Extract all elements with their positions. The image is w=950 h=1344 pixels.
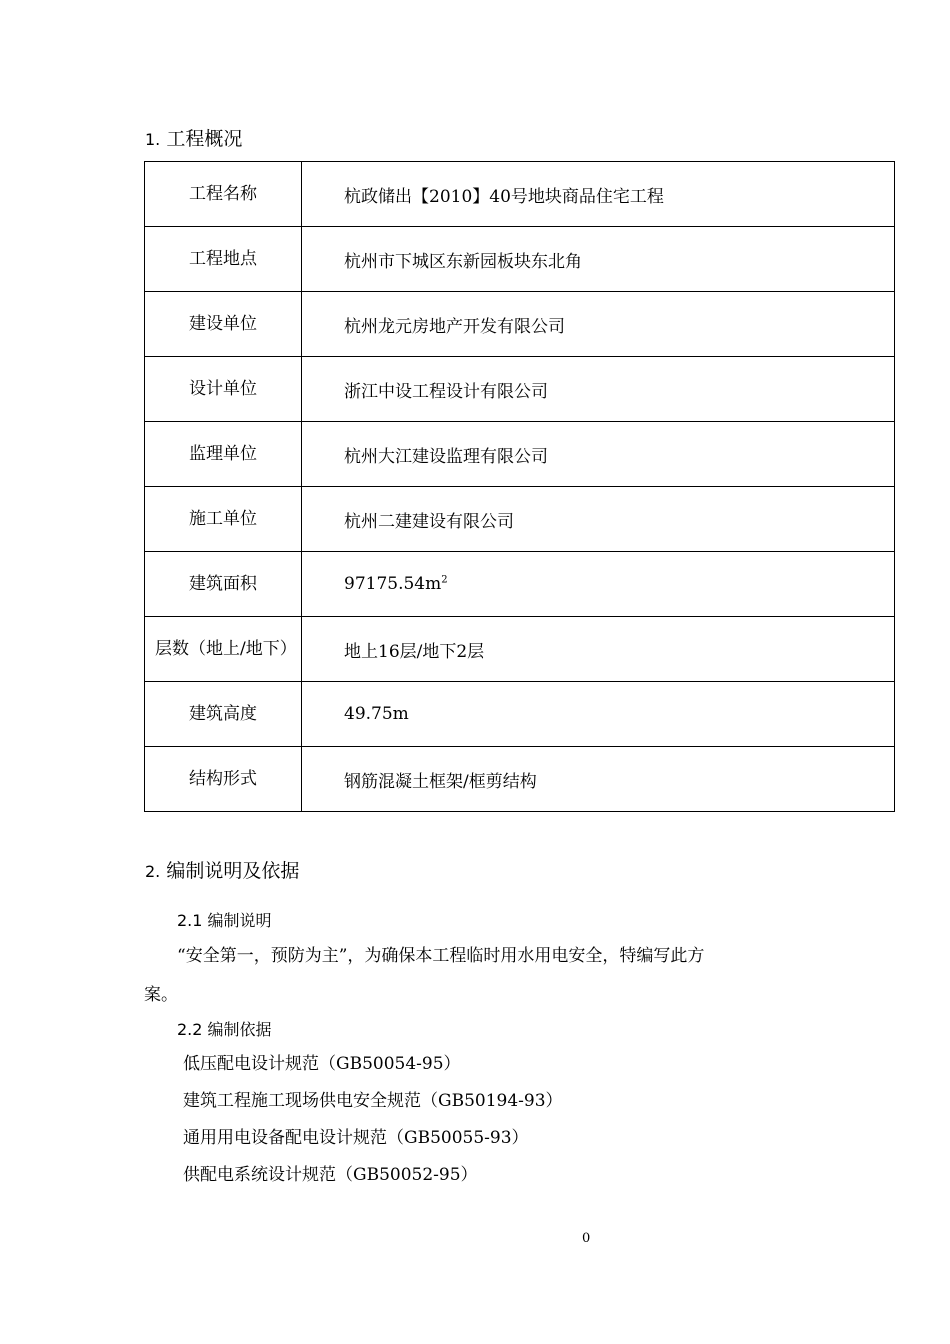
row-value: 杭政储出【2010】40号地块商品住宅工程 (302, 162, 895, 227)
row-label: 监理单位 (145, 422, 302, 487)
subsection-2-2-number: 2.2 (177, 1020, 203, 1039)
row-label: 层数（地上/地下） (145, 617, 302, 682)
basis-item: 低压配电设计规范（GB50054-95） (183, 1054, 461, 1074)
table-row (145, 487, 895, 552)
row-label: 施工单位 (145, 487, 302, 552)
row-value: 杭州二建建设有限公司 (302, 487, 895, 552)
section-1-title: 工程概况 (166, 128, 243, 150)
row-value (302, 552, 895, 617)
description-line-1: “安全第一，预防为主”，为确保本工程临时用水用电安全，特编写此方 (177, 946, 705, 966)
row-label: 建筑高度 (145, 682, 302, 747)
subsection-2-1-title: 编制说明 (207, 911, 272, 930)
project-overview-table (144, 161, 895, 812)
table-row (145, 617, 895, 682)
row-label: 建设单位 (145, 292, 302, 357)
row-value: 杭州大江建设监理有限公司 (302, 422, 895, 487)
row-value: 49.75m (302, 682, 895, 747)
subsection-2-2-heading (177, 1019, 272, 1041)
table-row (145, 162, 895, 227)
area-value: 97175.54m (344, 574, 442, 594)
row-label: 结构形式 (145, 747, 302, 812)
description-line-2: 案。 (144, 985, 178, 1005)
subsection-2-1-number: 2.1 (177, 911, 203, 930)
row-value: 钢筋混凝土框架/框剪结构 (302, 747, 895, 812)
table-row (145, 747, 895, 812)
section-1-number: 1. (145, 130, 161, 149)
basis-item: 供配电系统设计规范（GB50052-95） (183, 1165, 478, 1185)
row-label: 工程名称 (145, 162, 302, 227)
page-number: 0 (582, 1231, 591, 1246)
table-row (145, 357, 895, 422)
row-value: 杭州市下城区东新园板块东北角 (302, 227, 895, 292)
section-2-number: 2. (145, 862, 161, 881)
row-value: 杭州龙元房地产开发有限公司 (302, 292, 895, 357)
row-label: 工程地点 (145, 227, 302, 292)
row-label: 设计单位 (145, 357, 302, 422)
basis-item: 建筑工程施工现场供电安全规范（GB50194-93） (183, 1091, 563, 1111)
table-row (145, 292, 895, 357)
area-unit-superscript: 2 (441, 574, 448, 586)
section-2-title: 编制说明及依据 (166, 860, 300, 882)
table-row (145, 682, 895, 747)
subsection-2-1-heading (177, 910, 272, 932)
row-value: 浙江中设工程设计有限公司 (302, 357, 895, 422)
table-row (145, 227, 895, 292)
row-value: 地上16层/地下2层 (302, 617, 895, 682)
row-label: 建筑面积 (145, 552, 302, 617)
table-row (145, 552, 895, 617)
basis-item: 通用用电设备配电设计规范（GB50055-93） (183, 1128, 529, 1148)
subsection-2-2-title: 编制依据 (207, 1020, 272, 1039)
section-1-heading (145, 127, 242, 152)
section-2-heading (145, 859, 299, 884)
table-row (145, 422, 895, 487)
